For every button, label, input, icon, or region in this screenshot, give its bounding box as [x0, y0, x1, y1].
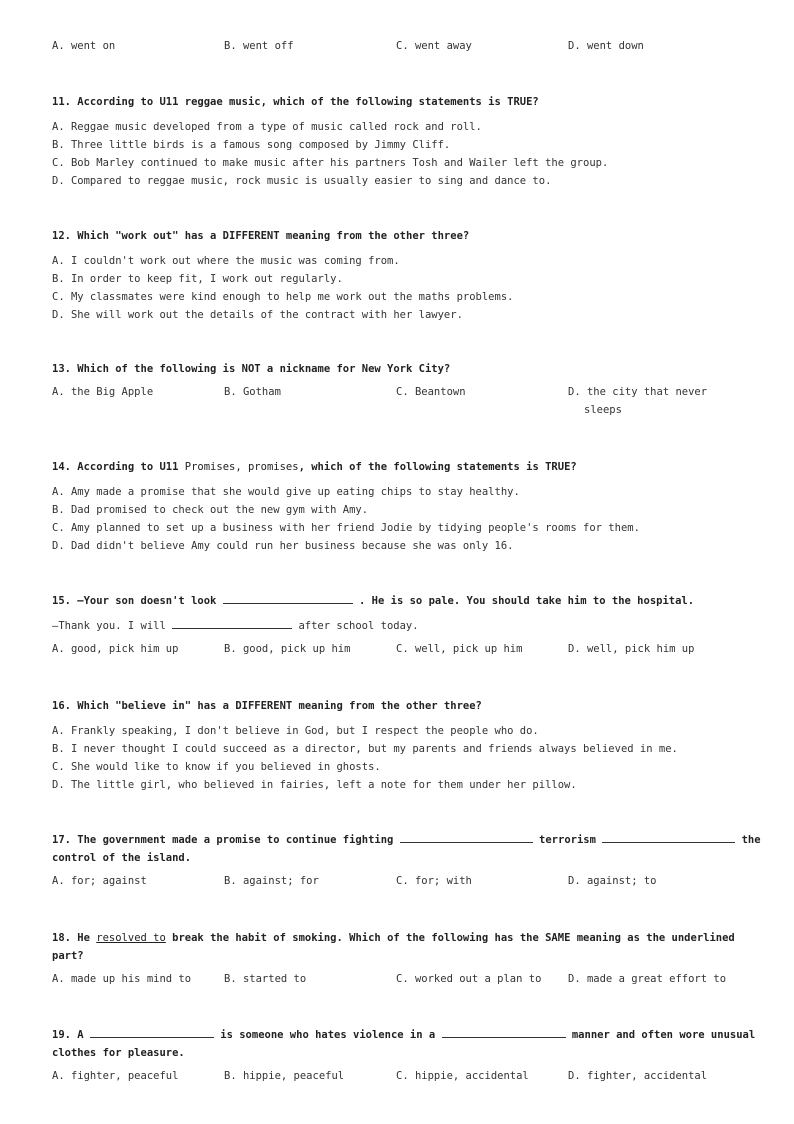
- q14-option-c[interactable]: C. Amy planned to set up a business with her friend Jodie by tidying people's rooms for them.: [52, 522, 640, 534]
- q18-option-d[interactable]: D. made a great effort to: [568, 973, 727, 985]
- q18-stem-pre: 18. He: [52, 932, 97, 944]
- q18-options: [52, 973, 752, 991]
- q10-option-b[interactable]: B. went off: [224, 40, 294, 52]
- q17-option-a[interactable]: A. for; against: [52, 875, 147, 887]
- q19-blank-1[interactable]: [90, 1027, 214, 1038]
- q11-option-a[interactable]: A. Reggae music developed from a type of music called rock and roll.: [52, 121, 482, 133]
- q12-option-b[interactable]: B. In order to keep fit, I work out regularly.: [52, 273, 343, 285]
- q19-blank-2[interactable]: [442, 1027, 566, 1038]
- q15-stem-post: . He is so pale. You should take him to the hospital.: [359, 595, 695, 607]
- q12-option-c[interactable]: C. My classmates were kind enough to help me work out the maths problems.: [52, 291, 514, 303]
- q19-stem-line2: clothes for pleasure.: [52, 1047, 185, 1059]
- q15-options: [52, 643, 752, 661]
- q15-blank-2[interactable]: [172, 618, 292, 629]
- q17-options: [52, 875, 752, 893]
- q10-options: [52, 40, 752, 58]
- q17-stem-post: the: [741, 834, 761, 846]
- q15-option-b[interactable]: B. good, pick up him: [224, 643, 351, 655]
- q18-option-a[interactable]: A. made up his mind to: [52, 973, 192, 985]
- q11-option-c[interactable]: C. Bob Marley continued to make music after his partners Tosh and Wailer left the group.: [52, 157, 609, 169]
- q19-option-b[interactable]: B. hippie, peaceful: [224, 1070, 345, 1082]
- q13-option-a[interactable]: A. the Big Apple: [52, 386, 154, 398]
- q17-option-b[interactable]: B. against; for: [224, 875, 319, 887]
- q16-option-b[interactable]: B. I never thought I could succeed as a director, but my parents and friends always believed in me.: [52, 743, 678, 755]
- q18-stem-line2: part?: [52, 950, 84, 962]
- q18-option-c[interactable]: C. worked out a plan to: [396, 973, 542, 985]
- q15-option-d[interactable]: D. well, pick him up: [568, 643, 695, 655]
- q16-option-d[interactable]: D. The little girl, who believed in fairies, left a note for them under her pillow.: [52, 779, 577, 791]
- q17-stem: [52, 831, 761, 849]
- q15-stem: [52, 592, 752, 610]
- q17-stem-mid: terrorism: [539, 834, 596, 846]
- q14-stem-pre: 14. According to U11: [52, 461, 185, 473]
- q17-blank-1[interactable]: [400, 832, 533, 843]
- q13-option-d[interactable]: [568, 386, 708, 416]
- q15-option-a[interactable]: A. good, pick him up: [52, 643, 179, 655]
- q13-option-d-line1: D. the city that never: [568, 386, 708, 398]
- q17-stem-pre: 17. The government made a promise to continue fighting: [52, 834, 394, 846]
- q19-option-c[interactable]: C. hippie, accidental: [396, 1070, 529, 1082]
- q19-option-a[interactable]: A. fighter, peaceful: [52, 1070, 179, 1082]
- q11-option-d[interactable]: D. Compared to reggae music, rock music is usually easier to sing and dance to.: [52, 175, 552, 187]
- q11-option-b[interactable]: B. Three little birds is a famous song composed by Jimmy Cliff.: [52, 139, 451, 151]
- q15-reply: [52, 617, 752, 635]
- q15-blank-1[interactable]: [223, 593, 353, 604]
- q17-option-c[interactable]: C. for; with: [396, 875, 472, 887]
- q14-stem: [52, 458, 752, 476]
- q13-stem: 13. Which of the following is NOT a nickname for New York City?: [52, 363, 451, 375]
- q15-reply-post: after school today.: [298, 620, 419, 632]
- q13-option-d-line2: sleeps: [584, 404, 622, 416]
- q12-stem: 12. Which "work out" has a DIFFERENT meaning from the other three?: [52, 230, 470, 242]
- q19-stem: [52, 1026, 756, 1044]
- q15-option-c[interactable]: C. well, pick up him: [396, 643, 523, 655]
- q14-stem-post: , which of the following statements is TRUE?: [298, 461, 577, 473]
- q16-option-a[interactable]: A. Frankly speaking, I don't believe in God, but I respect the people who do.: [52, 725, 539, 737]
- q17-blank-2[interactable]: [602, 832, 735, 843]
- q14-stem-title: Promises, promises: [184, 461, 299, 473]
- q14-option-b[interactable]: B. Dad promised to check out the new gym with Amy.: [52, 504, 369, 516]
- q18-option-b[interactable]: B. started to: [224, 973, 307, 985]
- q19-stem-pre: 19. A: [52, 1029, 84, 1041]
- q18-underlined-part: resolved to: [96, 932, 166, 944]
- q19-options: [52, 1070, 752, 1088]
- q10-option-a[interactable]: A. went on: [52, 40, 116, 52]
- q18-stem: [52, 929, 752, 947]
- q11-stem: 11. According to U11 reggae music, which of the following statements is TRUE?: [52, 96, 539, 108]
- q10-option-c[interactable]: C. went away: [396, 40, 472, 52]
- q13-option-c[interactable]: C. Beantown: [396, 386, 466, 398]
- q18-stem-post: break the habit of smoking. Which of the following has the SAME meaning as the underlined: [165, 932, 735, 944]
- q17-option-d[interactable]: D. against; to: [568, 875, 657, 887]
- q19-stem-mid: is someone who hates violence in a: [220, 1029, 436, 1041]
- q19-option-d[interactable]: D. fighter, accidental: [568, 1070, 708, 1082]
- q14-option-d[interactable]: D. Dad didn't believe Amy could run her business because she was only 16.: [52, 540, 514, 552]
- q13-option-b[interactable]: B. Gotham: [224, 386, 281, 398]
- q12-option-d[interactable]: D. She will work out the details of the contract with her lawyer.: [52, 309, 463, 321]
- q10-option-d[interactable]: D. went down: [568, 40, 644, 52]
- q16-stem: 16. Which "believe in" has a DIFFERENT meaning from the other three?: [52, 700, 482, 712]
- q15-reply-pre: —Thank you. I will: [52, 620, 166, 632]
- q15-stem-pre: 15. —Your son doesn't look: [52, 595, 217, 607]
- q13-options: [52, 386, 752, 426]
- q12-option-a[interactable]: A. I couldn't work out where the music was coming from.: [52, 255, 400, 267]
- q17-stem-line2: control of the island.: [52, 852, 192, 864]
- q16-option-c[interactable]: C. She would like to know if you believed in ghosts.: [52, 761, 381, 773]
- q14-option-a[interactable]: A. Amy made a promise that she would give up eating chips to stay healthy.: [52, 486, 520, 498]
- q19-stem-post: manner and often wore unusual: [571, 1029, 756, 1041]
